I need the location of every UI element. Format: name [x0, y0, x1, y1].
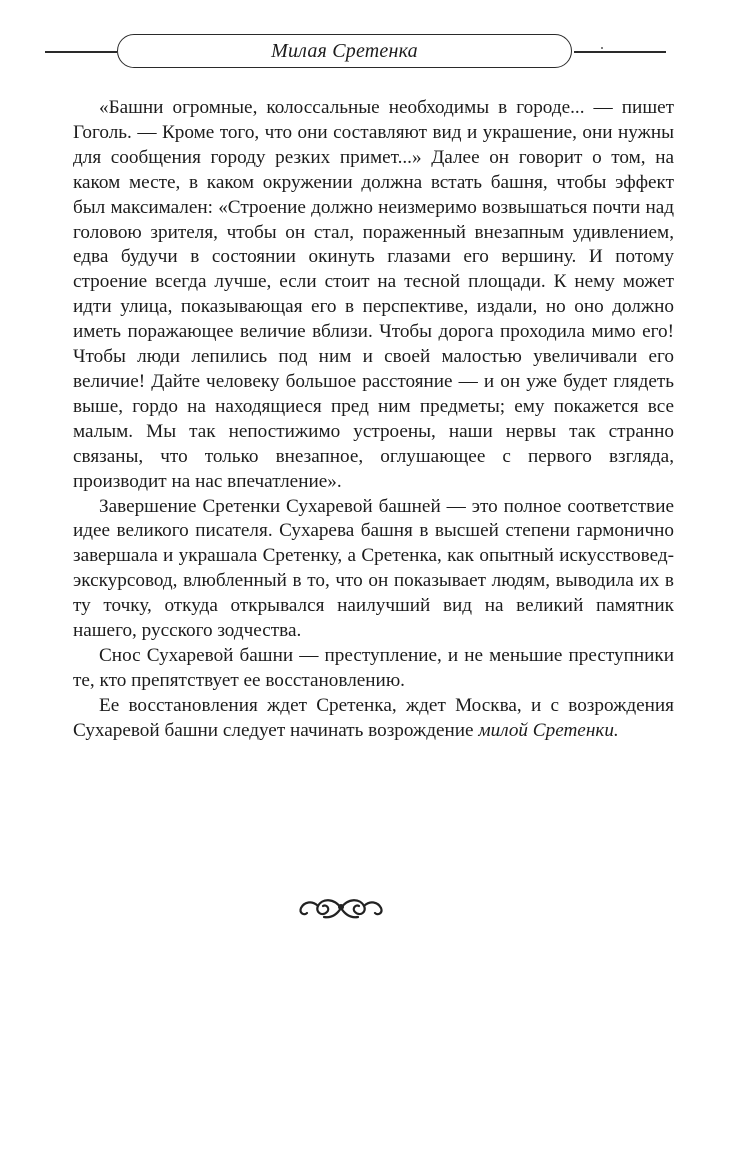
- paragraph-tower-completion: Завершение Сретенки Сухаревой башней — это полное соответствие идее великого писателя. Сухарева башня в высшей степени гармонично завершала и украшала Сретенку, а Сретенка, как опытный искусствовед-экскурсовод, влюбленный в то, что он показывает людям, выводила их в ту точку, откуда открывался наилучший вид на великий памятник нашего, русского зодчества.: [73, 495, 674, 642]
- header-rule-left: [45, 51, 117, 53]
- header-rule-right: [574, 51, 666, 53]
- paragraph-demolition: Снос Сухаревой башни — преступление, и не меньшие преступники те, кто препятствует ее восстановлению.: [73, 644, 674, 691]
- page-body: [73, 96, 674, 744]
- swirl-ornament-icon: [296, 890, 386, 926]
- paragraph-gogol-quote: «Башни огромные, колоссальные необходимы в городе... — пишет Гоголь. — Кроме того, что они составляют вид и украшение, они нужны для сообщения городу резких примет...» Далее он говорит о том, на каком месте, в каком окружении должна встать башня, чтобы эффект был максимален: «Строение должно неизмеримо возвышаться почти над головою зрителя, чтобы он стал, пораженный внезапным удивлением, едва будучи в состоянии окинуть глазами его вершину. И потому строение всегда лучше, если стоит на тесной площади. К нему может идти улица, показывающая его в перспективе, издали, но оно должно иметь поражающее величие вблизи. Чтобы дорога проходила мимо его! Чтобы люди лепились под ним и своей малостью увеличивали его величие! Дайте человеку большое расстояние — и он уже будет глядеть выше, гордо на находящиеся пред ним предметы; ему покажется все малым. Мы так непостижимо устроены, наши нервы так странно связаны, что только внезапное, оглушающее с первого взгляда, производит на нас впечатление».: [73, 97, 674, 492]
- paragraph-restoration-italic: милой Сретенки.: [478, 719, 619, 741]
- paragraph-restoration: [73, 694, 674, 744]
- paragraph-restoration-text: Ее восстановления ждет Сретенка, ждет Москва, и с возрождения Сухаревой башни следует начинать возрождение: [73, 694, 674, 741]
- running-title: Милая Сретенка: [271, 39, 418, 62]
- running-header: [0, 30, 740, 74]
- header-title-frame: [117, 34, 572, 68]
- header-speck: [601, 47, 603, 49]
